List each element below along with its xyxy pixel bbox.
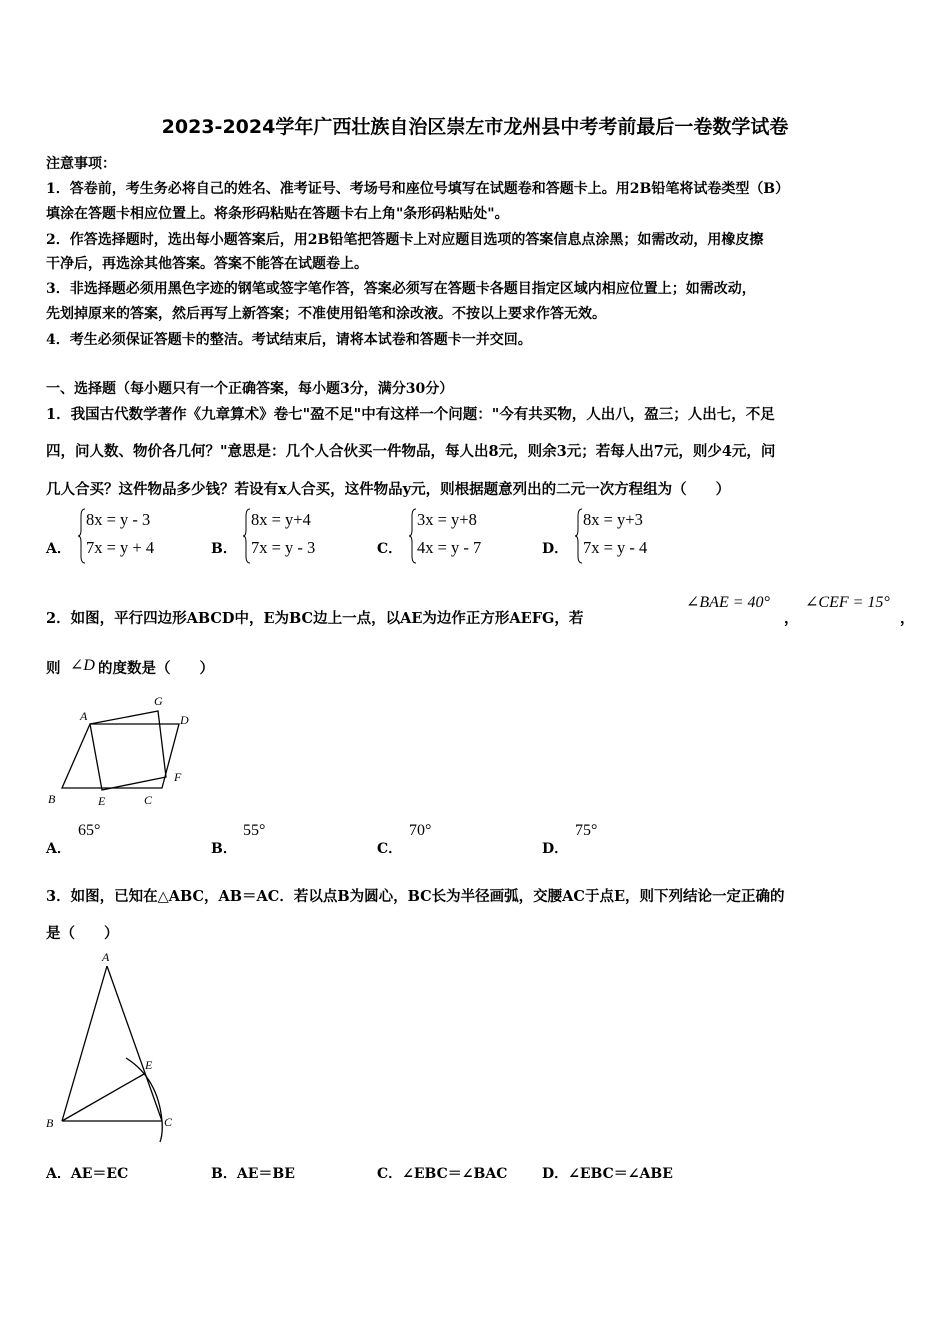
- option-label: A．: [46, 1166, 71, 1182]
- equation: 7x = y - 4: [583, 538, 648, 557]
- option-label: B．: [211, 1166, 237, 1182]
- note-line: 先划掉原来的答案，然后再写上新答案；不准使用铅笔和涂改液。不按以上要求作答无效。: [46, 306, 606, 322]
- equation: 8x = y+3: [583, 510, 643, 529]
- section-heading: 一、选择题（每小题只有一个正确答案，每小题3分，满分30分）: [46, 381, 454, 397]
- question-1-line: 1．我国古代数学著作《九章算术》卷七"盈不足"中有这样一个问题："今有共买物，人出八，盈三；人出七，不足: [46, 406, 775, 423]
- side-ac: [107, 966, 162, 1121]
- q2-option-d-value: 75°: [575, 822, 598, 839]
- note-line: 1．答卷前，考生务必将自己的姓名、准考证号、考场号和座位号填写在试题卷和答题卡上。用2B铅笔将试卷类型（B）: [46, 181, 790, 197]
- equation: 8x = y - 3: [86, 510, 151, 529]
- brace-icon: [575, 508, 583, 564]
- q3-option-d[interactable]: [542, 1163, 673, 1183]
- q2-option-c-value: 70°: [409, 822, 432, 839]
- question-2-line: 的度数是（ ）: [98, 660, 214, 677]
- note-line: 填涂在答题卡相应位置上。将条形码粘贴在答题卡右上角"条形码粘贴处"。: [46, 206, 509, 222]
- q2-option-a-value: 65°: [78, 822, 101, 839]
- q3-option-a[interactable]: [46, 1163, 128, 1183]
- q2-option-a-label[interactable]: A．: [46, 841, 71, 857]
- notes-heading: 注意事项：: [46, 156, 116, 172]
- option-label: D．: [542, 1166, 569, 1182]
- q2-option-b-value: 55°: [243, 822, 266, 839]
- question-1-line: 几人合买？这件物品多少钱？若设有x人合买，这件物品y元，则根据题意列出的二元一次方程组为（ ）: [46, 481, 731, 498]
- q2-option-d-label[interactable]: D．: [542, 841, 569, 857]
- brace-icon: [409, 508, 417, 564]
- separator: ，: [900, 610, 915, 627]
- brace-icon: [243, 508, 251, 564]
- question-2-line: 2．如图，平行四边形ABCD中，E为BC边上一点，以AE为边作正方形AEFG，若: [46, 610, 584, 627]
- angle-d: ∠D: [70, 657, 95, 674]
- q1-option-b-label[interactable]: B．: [211, 541, 237, 557]
- equation: 7x = y + 4: [86, 538, 155, 557]
- q1-option-a-label[interactable]: A．: [46, 541, 71, 557]
- option-text: AE＝EC: [70, 1166, 129, 1182]
- equation: 8x = y+4: [251, 510, 311, 529]
- question-1-line: 四，问人数、物价各几何？"意思是：几个人合伙买一件物品，每人出8元，则余3元；若每人出7元，则少4元，问: [46, 443, 776, 460]
- equation: 3x = y+8: [417, 510, 477, 529]
- isosceles-triangle-figure: [40, 946, 190, 1146]
- segment-be: [62, 1074, 144, 1121]
- option-text: AE＝BE: [236, 1166, 295, 1182]
- brace-icon: [78, 508, 86, 564]
- equation: 7x = y - 3: [251, 538, 316, 557]
- label-a: A: [102, 950, 110, 964]
- label-d: D: [180, 713, 189, 727]
- page-title: 2023-2024学年广西壮族自治区崇左市龙州县中考考前最后一卷数学试卷: [161, 116, 789, 138]
- separator: ，: [784, 610, 799, 627]
- label-a: A: [80, 709, 88, 723]
- note-line: 3．非选择题必须用黑色字迹的钢笔或签字笔作答，答案必须写在答题卡各题目指定区域内相应位置上；如需改动，: [46, 281, 756, 297]
- q3-option-c[interactable]: [377, 1163, 507, 1183]
- q1-option-c-label[interactable]: C．: [377, 541, 403, 557]
- label-g: G: [154, 694, 163, 708]
- option-label: C．: [377, 1166, 403, 1182]
- note-line: 2．作答选择题时，选出每小题答案后，用2B铅笔把答题卡上对应题目选项的答案信息点涂黑；如需改动，用橡皮擦: [46, 232, 764, 248]
- label-b: B: [48, 792, 56, 806]
- question-3-line: 是（ ）: [46, 925, 119, 942]
- question-3-line: 3．如图，已知在△ABC，AB＝AC．若以点B为圆心，BC长为半径画弧，交腰AC于点E，则下列结论一定正确的: [46, 888, 785, 905]
- q1-option-d-label[interactable]: D．: [542, 541, 569, 557]
- angle-bae: ∠BAE = 40°: [686, 594, 770, 611]
- option-text: ∠EBC＝∠BAC: [402, 1166, 508, 1182]
- label-b: B: [46, 1116, 54, 1130]
- angle-cef: ∠CEF = 15°: [805, 594, 890, 611]
- label-e: E: [98, 794, 106, 808]
- note-line: 4．考生必须保证答题卡的整洁。考试结束后，请将本试卷和答题卡一并交回。: [46, 332, 532, 348]
- label-c: C: [144, 793, 153, 807]
- q2-option-b-label[interactable]: B．: [211, 841, 237, 857]
- option-text: ∠EBC＝∠ABE: [568, 1166, 673, 1182]
- label-f: F: [174, 770, 182, 784]
- equation: 4x = y - 7: [417, 538, 482, 557]
- q2-option-c-label[interactable]: C．: [377, 841, 403, 857]
- square-aefg: [90, 711, 166, 790]
- side-ab: [62, 966, 107, 1121]
- parallelogram-square-figure: [44, 690, 204, 812]
- note-line: 干净后，再选涂其他答案。答案不能答在试题卷上。: [46, 256, 368, 272]
- label-c: C: [164, 1115, 173, 1129]
- q3-option-b[interactable]: [211, 1163, 295, 1183]
- question-2-line: 则: [46, 660, 61, 677]
- label-e: E: [145, 1058, 153, 1072]
